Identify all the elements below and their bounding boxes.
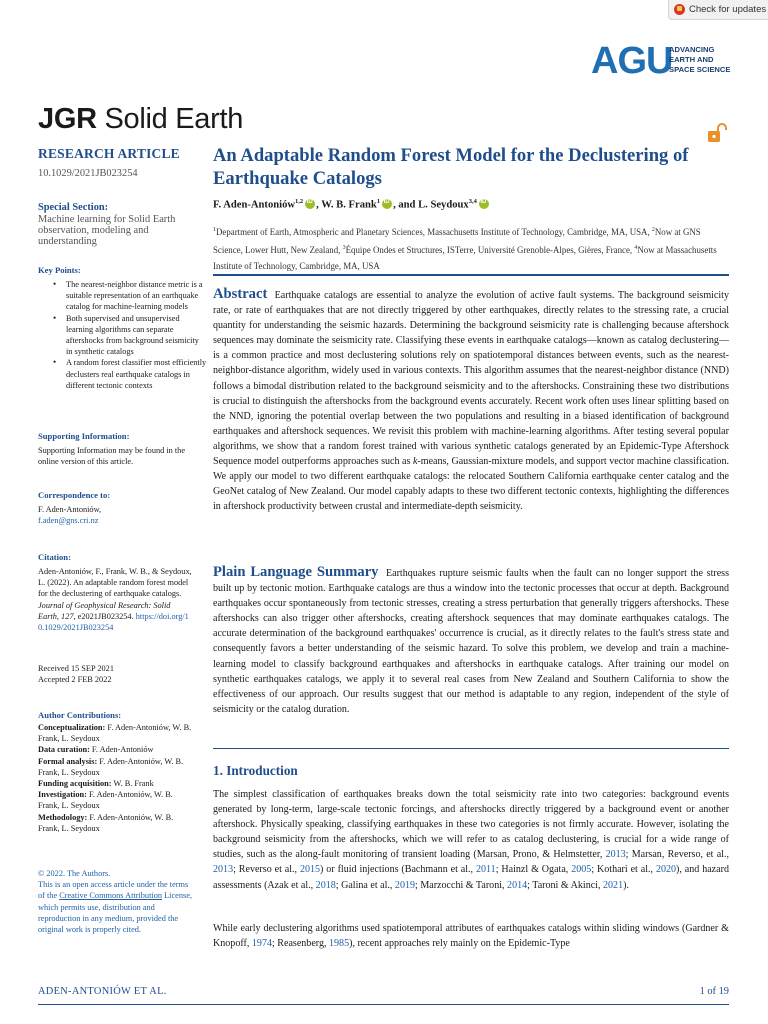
- citation-doi-link[interactable]: https://doi.org/10.1029/2021JB023254: [38, 611, 189, 633]
- contribution-role: Funding acquisition:: [38, 779, 112, 789]
- paragraph-text: ; Marsan, Reverso, et al.,: [625, 849, 729, 861]
- supporting-info-text: Supporting Information may be found in the online version of this article.: [38, 446, 186, 467]
- paragraph-text: ; Reasenberg,: [271, 938, 329, 950]
- contribution-names: F. Aden-Antoniów, W. B. Frank, L. Seydoux: [38, 790, 173, 811]
- key-points-list: [52, 279, 207, 391]
- citation-year-link[interactable]: 2013: [605, 849, 626, 861]
- plain-summary-heading: Plain Language Summary: [213, 564, 379, 580]
- contribution-role: Formal analysis:: [38, 756, 98, 766]
- doi: 10.1029/2021JB023254: [38, 168, 138, 179]
- check-for-updates-label: Check for updates: [689, 4, 767, 15]
- affiliation-text: Équipe Ondes et Structures, ISTerre, Université Grenoble-Alpes, Gières, France,: [345, 244, 635, 255]
- key-points-heading: Key Points:: [38, 265, 81, 275]
- author-affil-sup: 1: [376, 198, 381, 205]
- paragraph-text: ), recent approaches rely mainly on the Epidemic-Type: [349, 938, 570, 950]
- open-access-lock-icon: [706, 122, 728, 144]
- introduction-paragraph: [213, 921, 729, 951]
- author-name: W. B. Frank: [321, 199, 377, 211]
- abstract-text: Earthquake catalogs are essential to analyze the evolution of active fault systems. The background seismicity rate, or rate of earthquakes that are not directly triggered by other earthquakes, directly relates to the stressing rate, a crucial quantity for understanding the seismic hazards. Determining the background seismicity rate is challenging because aftershock sequences may dominate the seismicity rate. Classifying these events in earthquake catalogs—known as catalog declustering—is a common practice and most declustering solutions rely on spatiotemporal distances between events, such as the nearest-neighbor-distance algorithm, widely used in various contexts. This algorithm assumes that the nearest-neighbor distance (NND) follows a bimodal distribution related to the background seismicity and to the aftershocks. Constraining these two distributions is crucial to distinguish the aftershocks from the background events accurately. Recent work often uses linear splitting based on the NND, ignoring the potential overlap between the two populations and resulting in a biased identification of background earthquakes and aftershock sequences. We revisit this problem with machine-learning algorithms. After testing several popular algorithms, we show that a random forest trained with various synthetic catalogs generated by an Epidemic-Type Aftershock Sequence model outperforms approaches such as: [213, 290, 729, 468]
- received-date: Received 15 SEP 2021: [38, 664, 114, 673]
- affiliation-text: Now at GNS Science, Lower Hutt, New Zealand,: [213, 226, 701, 255]
- paragraph-text: ; Kothari et al.,: [591, 864, 656, 876]
- contribution-item: [38, 722, 193, 744]
- page-number: 1 of 19: [699, 986, 729, 997]
- abstract: [213, 287, 729, 514]
- citation-year-link[interactable]: 2011: [475, 864, 496, 876]
- agu-tagline-line: ADVANCING: [669, 45, 715, 54]
- update-icon: [674, 4, 685, 15]
- author-affil-sup: 3,4: [468, 198, 477, 205]
- contribution-names: F. Aden-Antoniów, W. B. Frank, L. Seydoux: [38, 723, 192, 744]
- citation-year-link[interactable]: 2005: [571, 864, 592, 876]
- paragraph-text: ; Marzocchi & Taroni,: [415, 879, 508, 891]
- header-divider: [213, 274, 729, 276]
- contribution-item: [38, 756, 193, 778]
- paragraph-text: ), and hazard assessments (Azak et al.,: [213, 864, 729, 891]
- license-post: License, which permits use, distribution and reproduction in any medium, provided the original work is properly cited.: [38, 891, 192, 935]
- abstract-text-italic: k: [412, 456, 418, 468]
- citation-heading: Citation:: [38, 552, 71, 562]
- correspondence-heading: Correspondence to:: [38, 490, 111, 500]
- footer-divider: [38, 1004, 729, 1005]
- supporting-info-heading: Supporting Information:: [38, 431, 130, 441]
- footer-authors: ADEN-ANTONIÓW ET AL.: [38, 986, 167, 997]
- author-list: [213, 198, 729, 211]
- citation-year-link[interactable]: 2019: [394, 879, 416, 891]
- author-affil-sup: 1,2: [295, 198, 304, 205]
- citation-year-link[interactable]: 2020: [655, 864, 677, 876]
- affiliations: [213, 222, 729, 274]
- agu-logo-letters: AGU: [591, 40, 673, 82]
- article-type: RESEARCH ARTICLE: [38, 146, 180, 161]
- journal-name-rest: Solid Earth: [96, 103, 244, 135]
- citation-year-link[interactable]: 1985: [329, 938, 350, 950]
- contributions-list: [38, 722, 193, 834]
- contribution-item: [38, 812, 193, 834]
- citation-text: [38, 566, 193, 633]
- correspondence-block: [38, 504, 193, 526]
- agu-tagline-line: EARTH AND: [669, 54, 714, 64]
- contribution-item: [38, 778, 193, 789]
- correspondence-name: F. Aden-Antoniów,: [38, 505, 102, 514]
- contribution-role: Methodology:: [38, 812, 88, 822]
- paragraph-text: ) or fluid injections (Bachmann et al.,: [320, 864, 476, 876]
- accepted-date: Accepted 2 FEB 2022: [38, 675, 112, 685]
- introduction-heading: 1. Introduction: [213, 763, 298, 778]
- special-section-text: Machine learning for Solid Earth observation, modeling and understanding: [38, 214, 176, 247]
- agu-logo: [591, 40, 673, 82]
- section-divider: [213, 748, 729, 749]
- contribution-names: F. Aden-Antoniów, W. B. Frank, L. Seydoux: [38, 756, 184, 777]
- check-for-updates-button[interactable]: [668, 0, 768, 20]
- citation-year-link[interactable]: 2021: [603, 879, 624, 891]
- contribution-role: Conceptualization:: [38, 723, 106, 732]
- citation-year-link[interactable]: 2018: [315, 879, 336, 891]
- author-name: L. Seydoux: [418, 199, 469, 211]
- contribution-role: Investigation:: [38, 790, 87, 800]
- affiliation-sup: 2: [651, 227, 655, 233]
- contributions-heading: Author Contributions:: [38, 710, 122, 720]
- paragraph-text: ; Hainzl & Ogata,: [495, 864, 572, 876]
- citation-year-link[interactable]: 2015: [299, 864, 321, 876]
- citation-journal: Journal of Geophysical Research: Solid Earth, 127: [38, 600, 171, 621]
- affiliation-text: Department of Earth, Atmospheric and Planetary Sciences, Massachusetts Institute of Technology, Cambridge, MA, USA,: [216, 226, 652, 237]
- author-name: F. Aden-Antoniów: [213, 199, 296, 211]
- journal-name-bold: JGR: [38, 103, 97, 135]
- orcid-icon[interactable]: [305, 199, 315, 209]
- license-block: [38, 868, 193, 935]
- contribution-names: F. Aden-Antoniów: [89, 745, 154, 755]
- affiliation-sup: 4: [634, 244, 638, 251]
- author-separator: ,: [316, 199, 322, 211]
- creative-commons-link[interactable]: Creative Commons Attribution: [59, 891, 162, 901]
- contribution-role: Data curation:: [38, 745, 90, 755]
- contribution-names: F. Aden-Antoniów, W. B. Frank, L. Seydoux: [38, 812, 174, 833]
- contribution-names: W. B. Frank: [111, 779, 154, 789]
- citation-year-link[interactable]: 1974: [251, 938, 272, 950]
- paragraph-text: ; Reverso et al.,: [233, 864, 300, 876]
- agu-tagline-line: SPACE SCIENCE: [669, 64, 731, 74]
- abstract-text: -means, Gaussian-mixture models, and support vector machine classification. We apply our model to two different earthquake catalogs: the relocated Southern California earthquake center catalog and the GeoNet catalog of New Zealand. Our model capably adapts to these two different tectonic contexts, highlighting the differences in aftershock productivity between crustal and intermediate-depth seismicity.: [213, 456, 729, 513]
- special-section-heading: Special Section:: [38, 202, 109, 213]
- key-point: • A random forest classifier most efficiently declusters real earthquake catalogs in different tectonic contexts: [66, 357, 207, 391]
- affiliation-sup: 1: [213, 227, 216, 233]
- citation-post: , e2021JB023254.: [73, 611, 136, 621]
- paragraph-text: The simplest classification of earthquakes breaks down the total seismicity rate into two categories: background events generated by long-term, large-scale tectonic forcings, and aftershocks directly triggered by a background event or another aftershock. Physically speaking, classifying earthquakes in these two categories is not firmly accurate. However, isolating the background seismicity from the aftershocks, which we will refer to as catalog declustering, is crucial for a wide range of studies, such as the along-fault monitoring of transient loading (Marsan, Prono, & Helmstetter,: [213, 789, 729, 861]
- orcid-icon[interactable]: [382, 199, 392, 209]
- correspondence-email-link[interactable]: f.aden@gns.cri.nz: [38, 516, 99, 526]
- agu-tagline: [669, 45, 730, 74]
- orcid-icon[interactable]: [479, 199, 489, 209]
- dates-block: [38, 663, 193, 685]
- key-point: • Both supervised and unsupervised learning algorithms can separate aftershocks from background seismicity in synthetic catalogs: [66, 313, 207, 358]
- plain-summary-text: Earthquakes rupture seismic faults when the fault can no longer support the stress built up by tectonic motion. Earthquake catalogs are thus a window into the tectonic processes that occur at depth. Background earthquakes occur spontaneously from tectonic stresses, creating a stress perturbation that generally triggers aftershocks. These aftershocks can also trigger other aftershocks, creating aftershock sequences that may dominate earthquakes catalogs. The accurate determination of the background earthquakes' occurrence is crucial, as it directly relates to the fault's stress state and consequently favors a better understanding of the seismic hazard. To solve this problem, we develop and train a machine-learning model to classify background earthquakes and aftershocks in earthquake catalogs. After training our model on synthetic earthquakes catalogs, we apply it to several real cases from New Zealand and Southern California to show the effectiveness of our approach. Our results suggest that our method is adaptable to any region, independent of the style of seismicity or the catalog duration.: [213, 568, 729, 715]
- copyright: © 2022. The Authors.: [38, 869, 111, 878]
- paragraph-text: ; Taroni & Akinci,: [527, 879, 603, 891]
- abstract-heading: Abstract: [213, 286, 268, 302]
- contribution-item: [38, 744, 193, 755]
- paragraph-text: ; Galina et al.,: [335, 879, 395, 891]
- paragraph-text: ).: [623, 879, 629, 891]
- affiliation-sup: 3: [342, 244, 346, 251]
- plain-language-summary: [213, 565, 729, 717]
- contribution-item: [38, 789, 193, 811]
- key-point: • The nearest-neighbor distance metric is a suitable representation of an earthquake catalog for machine-learning models: [66, 279, 207, 313]
- article-title: An Adaptable Random Forest Model for the Declustering of Earthquake Catalogs: [213, 145, 689, 189]
- introduction-paragraph: [213, 787, 729, 893]
- citation-year-link[interactable]: 2013: [213, 864, 234, 876]
- citation-pre: Aden-Antoniów, F., Frank, W. B., & Seydoux, L. (2022). An adaptable random forest model for the declustering of earthquake catalogs.: [38, 567, 192, 599]
- author-separator: , and: [393, 199, 419, 211]
- journal-name: [38, 103, 243, 136]
- license-pre: This is an open access article under the terms of the: [38, 880, 189, 901]
- license-text: [38, 879, 193, 935]
- affiliation-text: Now at Massachusetts Institute of Technology, Cambridge, MA, USA: [213, 244, 717, 271]
- citation-year-link[interactable]: 2014: [507, 879, 528, 891]
- paragraph-text: While early declustering algorithms used spatiotemporal attributes of earthquakes catalogs within sliding windows (Gardner & Knopoff,: [213, 923, 729, 950]
